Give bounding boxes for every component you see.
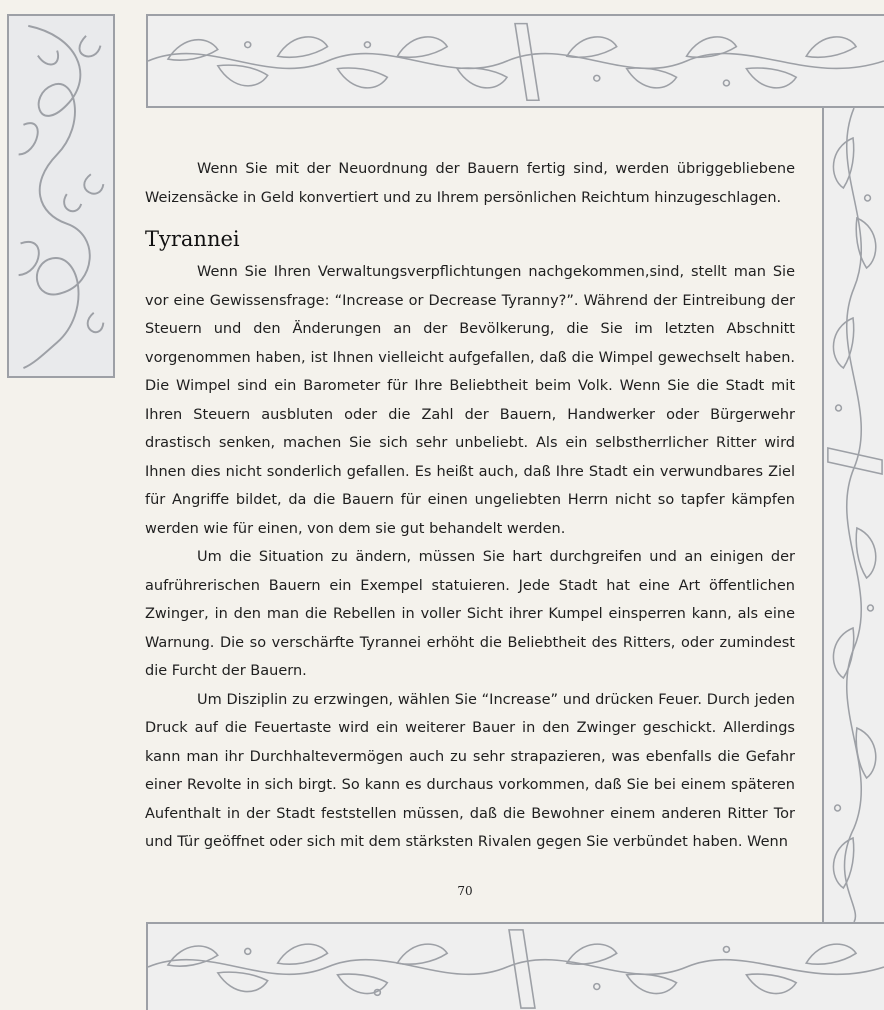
body-text: [145, 155, 795, 857]
paragraph-1: Wenn Sie Ihren Verwaltungsverpflichtungen nachgekommen,sind, stellt man Sie vor eine Gewissensfrage: “Increase or Decrease Tyranny?”. Während der Eintreibung der Steuern und den Änderungen an der Bevölkerung, die Sie im letzten Abschnitt vorgenommen haben, ist Ihnen vielleicht aufgefallen, daß die Wimpel gewechselt haben. Die Wimpel sind ein Barometer für Ihre Beliebtheit beim Volk. Wenn Sie die Stadt mit Ihren Steuern ausbluten oder die Zahl der Bauern, Handwerker oder Bürgerwehr drastisch senken, machen Sie sich sehr unbeliebt. Als ein selbstherrlicher Ritter wird Ihnen dies nicht sonderlich gefallen. Es heißt auch, daß Ihre Stadt ein verwundbares Ziel für Angriffe bildet, da die Bauern für einen ungeliebten Herrn nicht so tapfer kämpfen werden wie für einen, von dem sie gut behandelt werden.: [145, 264, 795, 537]
intro-paragraph: Wenn Sie mit der Neuordnung der Bauern fertig sind, werden übriggebliebene Weizensäcke in Geld konvertiert und zu Ihrem persönlichen Reichtum hinzugeschlagen.: [145, 161, 795, 206]
laurel-top-border: [146, 14, 884, 108]
paragraph-3: Um Disziplin zu erzwingen, wählen Sie “Increase” und drücken Feuer. Durch jeden Druck auf die Feuertaste wird ein weiterer Bauer in den Zwinger geschickt. Allerdings kann man ihr Durchhaltevermögen auch zu sehr strapazieren, was ebenfalls die Gefahr einer Revolte in sich birgt. So kann es durchaus vorkommen, daß Sie bei einem späteren Aufenthalt in der Stadt feststellen müssen, daß die Bewohner einem anderen Ritter Tor und Tür geöffnet oder sich mit dem stärksten Rivalen gegen Sie verbündet haben. Wenn: [145, 691, 795, 850]
paragraph-2: Um die Situation zu ändern, müssen Sie hart durchgreifen und an einigen der aufrührerischen Bauern ein Exempel statuieren. Jede Stadt hat eine Art öffentlichen Zwinger, in den man die Rebellen in voller Sicht ihrer Kumpel einsperren kann, als eine Warnung. Die so verschärfte Tyrannei erhöht die Beliebtheit des Ritters, oder zumindest die Furcht der Bauern.: [145, 549, 795, 679]
laurel-right-border: [822, 108, 884, 922]
section-heading: Tyrannei: [145, 227, 240, 251]
laurel-bottom-border: [146, 922, 884, 1010]
acanthus-corner-ornament: [7, 14, 115, 378]
page-number: 70: [457, 884, 473, 898]
